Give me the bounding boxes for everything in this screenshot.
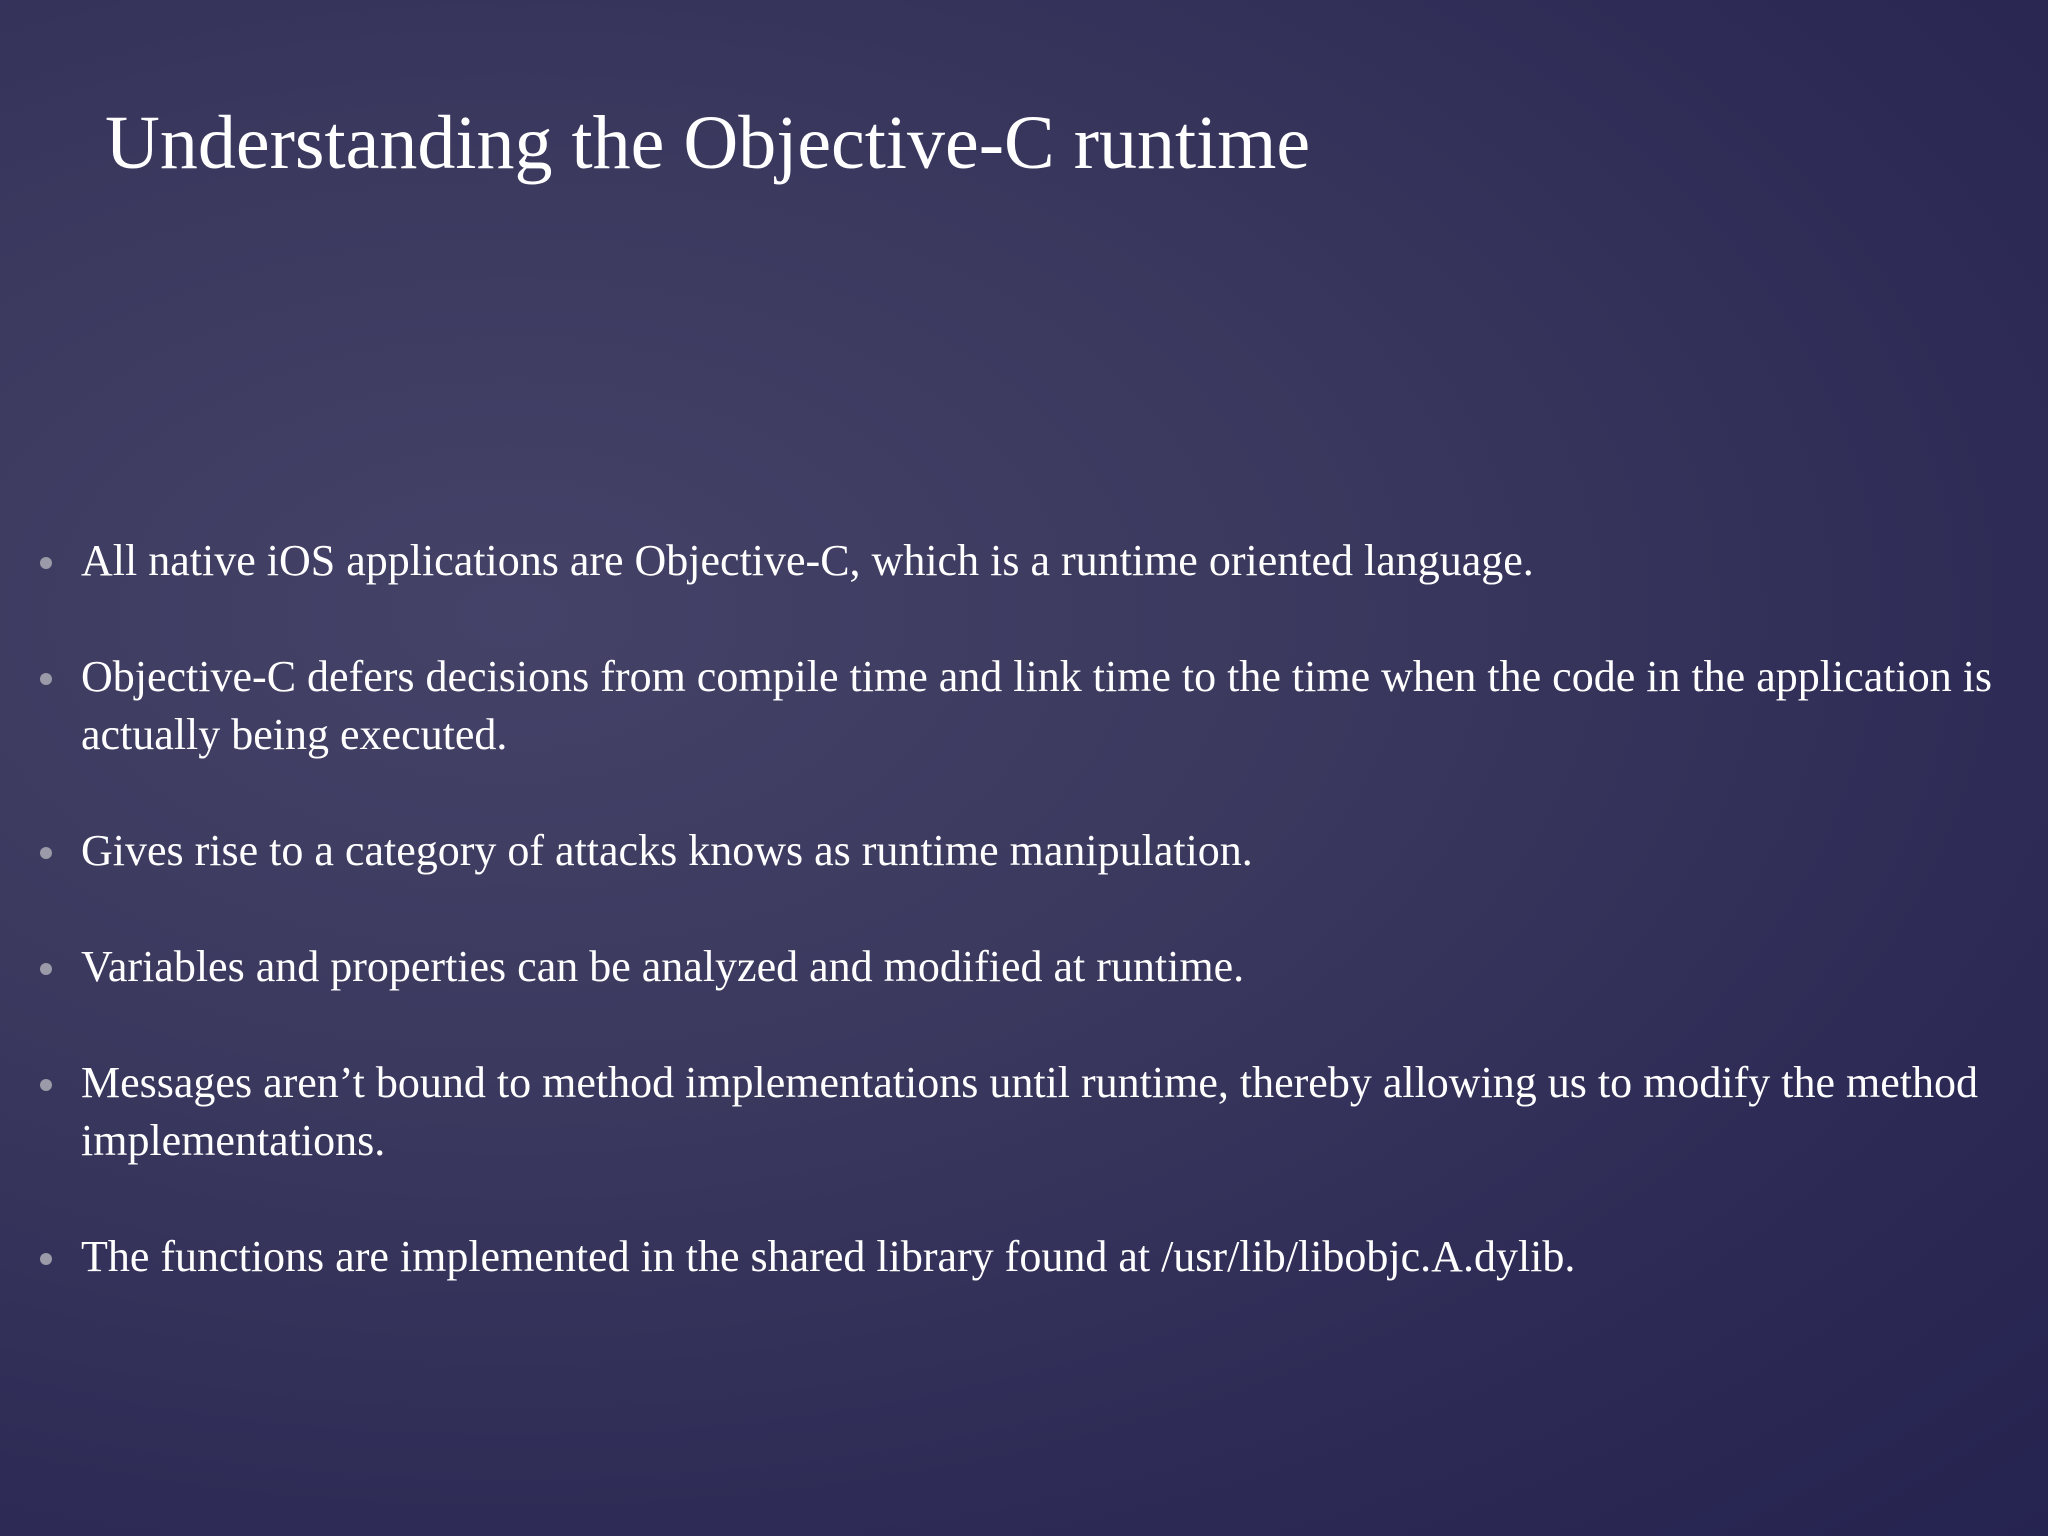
bullet-text: The functions are implemented in the shared library found at /usr/lib/libobjc.A.dylib. xyxy=(81,1232,1576,1281)
bullet-dot-icon xyxy=(40,963,52,975)
bullet-text: Gives rise to a category of attacks knows as runtime manipulation. xyxy=(81,826,1253,875)
bullet-item xyxy=(40,822,2010,880)
bullet-text: All native iOS applications are Objective-C, which is a runtime oriented language. xyxy=(81,536,1534,585)
slide-title: Understanding the Objective-C runtime xyxy=(105,101,1311,185)
bullet-text: Objective-C defers decisions from compile time and link time to the time when the code in the application is actually being executed. xyxy=(81,652,1993,759)
bullet-dot-icon xyxy=(40,1253,52,1265)
bullet-item xyxy=(40,1054,2010,1170)
bullet-dot-icon xyxy=(40,847,52,859)
bullet-dot-icon xyxy=(40,1079,52,1091)
bullet-list xyxy=(40,532,2010,1344)
bullet-item xyxy=(40,532,2010,590)
bullet-item xyxy=(40,938,2010,996)
bullet-dot-icon xyxy=(40,557,52,569)
bullet-item xyxy=(40,1228,2010,1286)
bullet-item xyxy=(40,648,2010,764)
bullet-text: Variables and properties can be analyzed and modified at runtime. xyxy=(81,942,1245,991)
bullet-dot-icon xyxy=(40,673,52,685)
bullet-text: Messages aren’t bound to method implementations until runtime, thereby allowing us to modify the method implementations. xyxy=(81,1058,1978,1165)
